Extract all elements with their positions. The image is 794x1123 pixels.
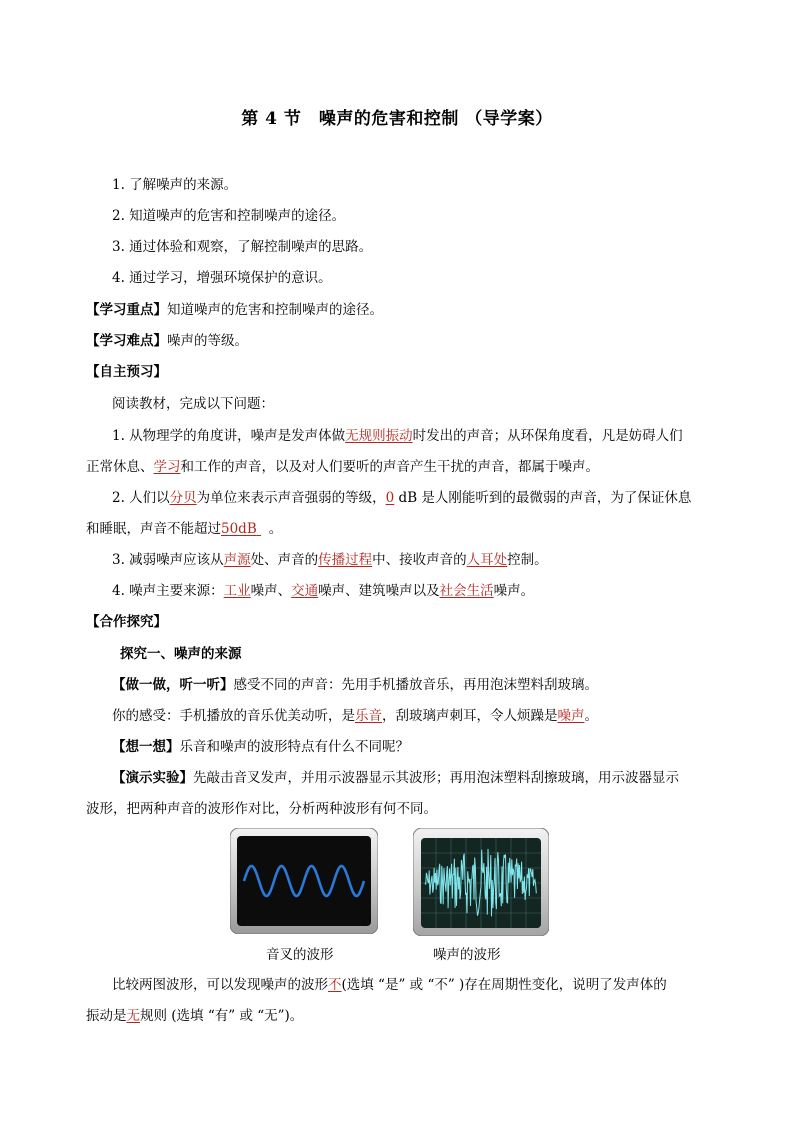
objective-4: 4. 通过学习，增强环境保护的意识。 xyxy=(112,270,332,286)
q1-answer-2: 学习 xyxy=(153,459,181,475)
explore-heading: 【合作探究】 xyxy=(86,614,167,630)
feel-text-a: 你的感受：手机播放的音乐优美动听，是 xyxy=(112,708,355,724)
q4-answer-2: 交通 xyxy=(291,583,319,599)
objective-3: 3. 通过体验和观察，了解控制噪声的思路。 xyxy=(112,239,373,255)
q2-text-e: 。 xyxy=(268,521,283,537)
do-text: 感受不同的声音：先用手机播放音乐，再用泡沫塑料刮玻璃。 xyxy=(233,677,598,693)
q2-blank-tail xyxy=(257,519,269,539)
compare-answer-1: 不 xyxy=(328,977,342,993)
compare-line2 xyxy=(86,1006,303,1026)
demo-text-1: 先敲击音叉发声，并用示波器显示其波形；再用泡沫塑料刮擦玻璃，用示波器显示 xyxy=(193,770,679,786)
q4-answer-3: 社会生活 xyxy=(439,583,494,599)
tuning-fork-oscilloscope-image xyxy=(230,828,378,934)
compare-text-c: 振动是 xyxy=(86,1008,127,1024)
q3-text-a: 3. 减弱噪声应该从 xyxy=(112,552,224,568)
preview-q2-line2 xyxy=(86,519,282,539)
q2-answer-1: 分贝 xyxy=(169,490,197,506)
q3-answer-2: 传播过程 xyxy=(318,552,373,568)
q2-answer-3: 50dB xyxy=(221,521,257,537)
feel-answer-2: 噪声 xyxy=(557,708,585,724)
preview-q3 xyxy=(112,550,548,570)
q2-text-a: 2. 人们以 xyxy=(112,490,170,506)
think-label: 【想一想】 xyxy=(112,739,180,755)
q4-answer-1: 工业 xyxy=(223,583,251,599)
q2-text-c: dB 是人刚能听到的最微弱的声音，为了保证休息 xyxy=(394,490,692,506)
demo-label: 【演示实验】 xyxy=(112,770,193,786)
q3-text-b: 处、声音的 xyxy=(250,552,319,568)
page-title: 第 4 节 噪声的危害和控制 （导学案） xyxy=(241,109,553,129)
caption-tuning-fork: 音叉的波形 xyxy=(266,947,334,963)
feel-answer-1: 乐音 xyxy=(355,708,382,724)
q4-text-d: 噪声。 xyxy=(493,583,535,599)
preview-q1-line2 xyxy=(86,457,599,477)
think-line xyxy=(112,737,409,757)
q2-text-d: 和睡眠，声音不能超过 xyxy=(86,521,221,537)
q3-text-d: 控制。 xyxy=(507,552,548,568)
objective-2: 2. 知道噪声的危害和控制噪声的途径。 xyxy=(112,208,346,224)
caption-noise: 噪声的波形 xyxy=(433,947,501,963)
demo-line2: 波形，把两种声音的波形作对比，分析两种波形有何不同。 xyxy=(86,801,437,817)
preview-heading: 【自主预习】 xyxy=(86,364,167,380)
q1-text-b: 时发出的声音；从环保角度看，凡是妨碍人们 xyxy=(412,428,683,444)
preview-intro: 阅读教材，完成以下问题： xyxy=(112,396,274,412)
compare-text-b: (选填 “是” 或 “不” )存在周期性变化，说明了发声体的 xyxy=(341,977,667,993)
q1-text-d: 和工作的声音，以及对人们要听的声音产生干扰的声音，都属于噪声。 xyxy=(180,459,599,475)
feel-text-b: ，刮玻璃声刺耳，令人烦躁是 xyxy=(382,708,558,724)
preview-q4 xyxy=(112,581,534,601)
feel-line xyxy=(112,706,598,726)
key-point-text: 知道噪声的危害和控制噪声的途径。 xyxy=(167,302,383,318)
q1-answer-1: 无规则振动 xyxy=(345,428,413,444)
demo-line1 xyxy=(112,768,679,788)
preview-q2-line1 xyxy=(112,488,691,508)
compare-text-d: 规则 (选填 “有” 或 “无”)。 xyxy=(140,1008,304,1024)
q2-answer-2: 0 xyxy=(385,490,395,506)
difficulty xyxy=(86,331,248,351)
q3-answer-1: 声源 xyxy=(223,552,251,568)
q3-answer-3: 人耳处 xyxy=(466,552,508,568)
q1-text-a: 1. 从物理学的角度讲，噪声是发声体做 xyxy=(112,428,346,444)
key-point xyxy=(86,300,383,320)
q2-text-b: 为单位来表示声音强弱的等级， xyxy=(196,490,386,506)
objective-1: 1. 了解噪声的来源。 xyxy=(112,177,238,193)
feel-text-c: 。 xyxy=(584,708,598,724)
preview-q1-line1 xyxy=(112,426,683,446)
compare-text-a: 比较两图波形，可以发现噪声的波形 xyxy=(112,977,328,993)
key-point-label: 【学习重点】 xyxy=(86,302,167,318)
compare-line1 xyxy=(112,975,667,995)
think-text: 乐音和噪声的波形特点有什么不同呢？ xyxy=(179,739,409,755)
q1-text-c: 正常休息、 xyxy=(86,459,154,475)
q3-text-c: 中、接收声音的 xyxy=(372,552,467,568)
do-listen xyxy=(112,675,598,695)
q4-text-b: 噪声、 xyxy=(250,583,292,599)
difficulty-text: 噪声的等级。 xyxy=(167,333,248,349)
do-label: 【做一做，听一听】 xyxy=(112,677,234,693)
explore-sub1: 探究一、噪声的来源 xyxy=(120,646,242,662)
compare-answer-2: 无 xyxy=(126,1008,140,1024)
q4-text-c: 噪声、建筑噪声以及 xyxy=(318,583,440,599)
difficulty-label: 【学习难点】 xyxy=(86,333,167,349)
noise-oscilloscope-image xyxy=(413,828,549,936)
q4-text-a: 4. 噪声主要来源： xyxy=(112,583,224,599)
